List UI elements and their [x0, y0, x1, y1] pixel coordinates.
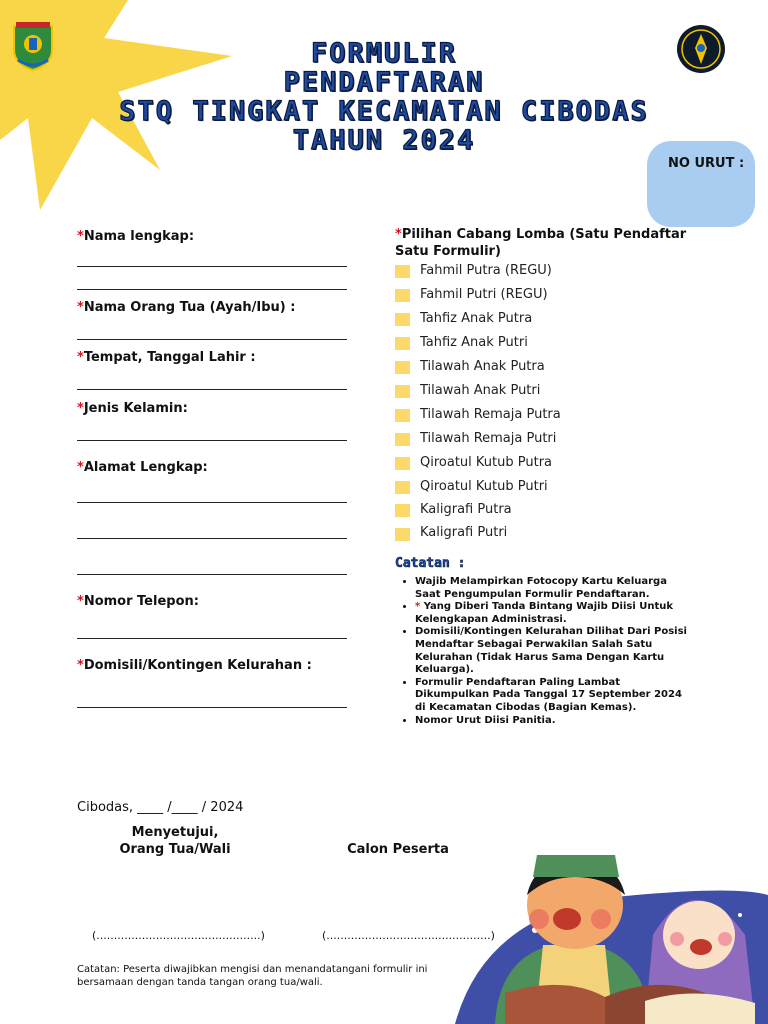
required-star: *	[77, 229, 84, 244]
field-label-nama: *Nama lengkap:	[77, 229, 195, 244]
option-label: Kaligrafi Putra	[420, 502, 512, 517]
option-checkbox[interactable]	[395, 313, 410, 326]
option-label: Tahfiz Anak Putri	[420, 335, 528, 350]
signature-left-title-2: Orang Tua/Wali	[119, 842, 231, 857]
required-star: *	[77, 401, 84, 416]
input-line-jenis-kelamin[interactable]	[77, 440, 347, 441]
catatan-item: • * Yang Diberi Tanda Bintang Wajib Diisi Untuk Kelengkapan Administrasi.	[415, 601, 695, 626]
input-line-orang-tua[interactable]	[77, 339, 347, 340]
option-checkbox[interactable]	[395, 409, 410, 422]
field-label-jenis-kelamin: *Jenis Kelamin:	[77, 401, 188, 416]
input-line-alamat-1[interactable]	[77, 502, 347, 503]
footer-note: Catatan: Peserta diwajibkan mengisi dan menandatangani formulir ini bersamaan dengan tanda tangan orang tua/wali.	[77, 964, 428, 988]
signature-right-title: Calon Peserta	[347, 842, 449, 857]
required-star: *	[77, 594, 84, 609]
required-star: *	[77, 350, 84, 365]
required-star: *	[77, 300, 84, 315]
input-line-alamat-3[interactable]	[77, 574, 347, 575]
catatan-item: • Formulir Pendaftaran Paling Lambat Dikumpulkan Pada Tanggal 17 September 2024 di Kecamatan Cibodas (Bagian Kemas).	[415, 677, 695, 715]
option-label: Tilawah Anak Putri	[420, 383, 541, 398]
title-line-3: STQ TINGKAT KECAMATAN CIBODAS	[119, 96, 649, 127]
title-line-2: PENDAFTARAN	[283, 67, 485, 98]
field-label-ttl: *Tempat, Tanggal Lahir :	[77, 350, 256, 365]
field-label-orang-tua: *Nama Orang Tua (Ayah/Ibu) :	[77, 300, 296, 315]
option-label: Tilawah Remaja Putri	[420, 431, 557, 446]
option-checkbox[interactable]	[395, 289, 410, 302]
input-line-domisili[interactable]	[77, 707, 347, 708]
catatan-title: Catatan :	[395, 556, 466, 571]
catatan-item: • Wajib Melampirkan Fotocopy Kartu Keluarga Saat Pengumpulan Formulir Pendaftaran.	[415, 576, 695, 601]
children-reading-quran-illustration	[455, 825, 768, 1024]
option-checkbox[interactable]	[395, 433, 410, 446]
input-line-alamat-2[interactable]	[77, 538, 347, 539]
catatan-list	[400, 576, 695, 727]
field-label-telepon: *Nomor Telepon:	[77, 594, 199, 609]
option-checkbox[interactable]	[395, 528, 410, 541]
option-checkbox[interactable]	[395, 385, 410, 398]
option-label: Fahmil Putra (REGU)	[420, 263, 552, 278]
option-checkbox[interactable]	[395, 265, 410, 278]
option-checkbox[interactable]	[395, 361, 410, 374]
input-line-ttl[interactable]	[77, 389, 347, 390]
required-star: *	[415, 601, 421, 613]
option-label: Fahmil Putri (REGU)	[420, 287, 548, 302]
required-star: *	[77, 658, 84, 673]
input-line-nama-1[interactable]	[77, 266, 347, 267]
input-line-nama-2[interactable]	[77, 289, 347, 290]
required-star: *	[77, 460, 84, 475]
option-checkbox[interactable]	[395, 481, 410, 494]
option-label: Kaligrafi Putri	[420, 525, 508, 540]
catatan-item: • Nomor Urut Diisi Panitia.	[415, 715, 695, 728]
cabang-lomba-title: *Pilihan Cabang Lomba (Satu Pendaftar Satu Formulir)	[395, 227, 687, 259]
option-checkbox[interactable]	[395, 504, 410, 517]
title-line-4: TAHUN 2024	[292, 125, 476, 156]
catatan-item: • Domisili/Kontingen Kelurahan Dilihat Dari Posisi Mendaftar Sebagai Perwakilan Salah Satu Kelurahan (Tidak Harus Sama Dengan Kartu Keluarga).	[415, 626, 695, 676]
signature-right-line[interactable]: (...............................................)	[322, 929, 495, 942]
field-label-alamat: *Alamat Lengkap:	[77, 460, 208, 475]
title-line-1: FORMULIR	[310, 38, 458, 69]
option-label: Tilawah Anak Putra	[420, 359, 545, 374]
no-urut-box[interactable]	[647, 141, 755, 227]
option-label: Qiroatul Kutub Putra	[420, 455, 552, 470]
input-line-telepon[interactable]	[77, 638, 347, 639]
field-label-domisili: *Domisili/Kontingen Kelurahan :	[77, 658, 312, 673]
date-line: Cibodas, ____ /____ / 2024	[77, 800, 244, 815]
option-label: Tilawah Remaja Putra	[420, 407, 561, 422]
option-checkbox[interactable]	[395, 337, 410, 350]
required-star: *	[395, 227, 402, 242]
signature-left-title-1: Menyetujui,	[131, 825, 219, 840]
signature-left-line[interactable]: (...............................................)	[92, 929, 265, 942]
option-checkbox[interactable]	[395, 457, 410, 470]
option-label: Tahfiz Anak Putra	[420, 311, 533, 326]
no-urut-label: NO URUT :	[668, 156, 745, 171]
option-label: Qiroatul Kutub Putri	[420, 479, 548, 494]
